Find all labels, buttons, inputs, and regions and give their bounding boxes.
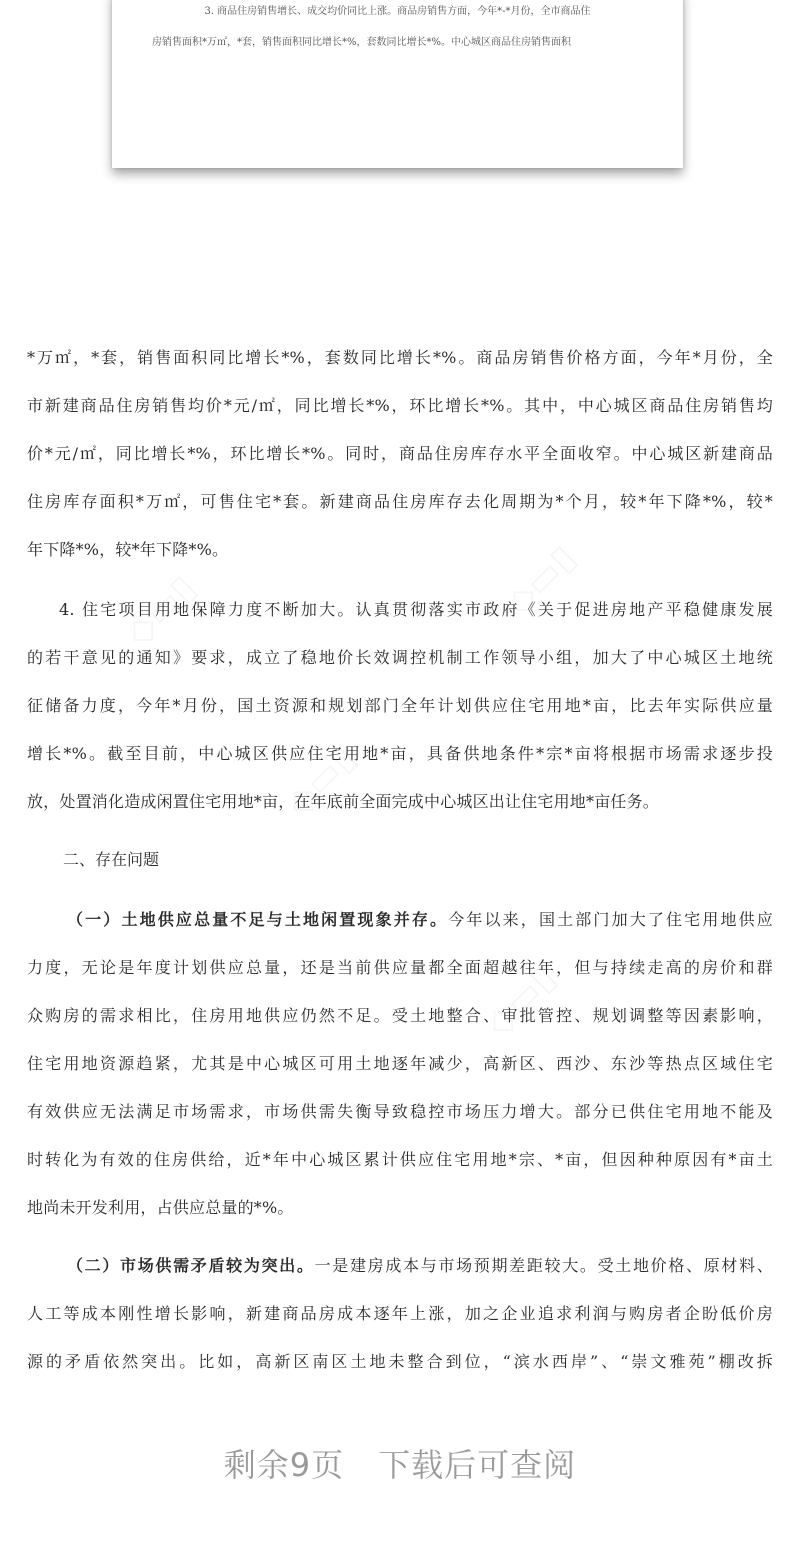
text-line: 力度，无论是年度计划供应总量，还是当前供应量都全面超越往年，但与持续走高的房价和群 [27, 958, 773, 977]
text-line: 众购房的需求相比，住房用地供应仍然不足。受土地整合、审批管控、规划调整等因素影响， [27, 1006, 773, 1025]
text-line: 住房库存面积*万㎡，可售住宅*套。新建商品住房库存去化周期为*个月，较*年下降*%，较* [27, 492, 773, 511]
preview-line-1: 3. 商品住房销售增长、成交均价同比上涨。商品房销售方面，今年*-*月份，全市商品住 [204, 6, 591, 17]
text-line: 市新建商品住房销售均价*元/㎡，同比增长*%，环比增长*%。其中，中心城区商品住房销售均 [27, 396, 773, 415]
text-line: 的若干意见的通知》要求，成立了稳地价长效调控机制工作领导小组，加大了中心城区土地统 [27, 648, 773, 667]
text-line: 有效供应无法满足市场需求，市场供需失衡导致稳控市场压力增大。部分已供住宅用地不能及 [27, 1102, 773, 1121]
text-fragment: 一是建房成本与市场预期差距较大。受土地价格、原材料、 [314, 1256, 773, 1275]
section-heading: 二、存在问题 [63, 850, 160, 869]
text-line: 4. 住宅项目用地保障力度不断加大。认真贯彻落实市政府《关于促进房地产平稳健康发展 [59, 600, 773, 619]
text-line: 增长*%。截至目前，中心城区供应住宅用地*亩，具备供地条件*宗*亩将根据市场需求逐步投 [27, 744, 773, 763]
text-line: 人工等成本刚性增长影响，新建商品房成本逐年上涨，加之企业追求利润与购房者企盼低价房 [27, 1304, 773, 1323]
text-line: 年下降*%，较*年下降*%。 [27, 540, 229, 559]
paragraph-land-guarantee [27, 586, 773, 826]
paragraph-market-conflict [27, 1242, 773, 1386]
text-line: *万㎡，*套，销售面积同比增长*%，套数同比增长*%。商品房销售价格方面，今年*月份，全 [27, 348, 773, 367]
text-line: 源的矛盾依然突出。比如，高新区南区土地未整合到位，“滨水西岸”、“崇文雅苑”棚改拆 [27, 1352, 773, 1371]
document-preview-card [112, 0, 683, 168]
text-line: 价*元/㎡，同比增长*%，环比增长*%。同时，商品住房库存水平全面收窄。中心城区新建商品 [27, 444, 773, 463]
text-line: 征储备力度，今年*月份，国土资源和规划部门全年计划供应住宅用地*亩，比去年实际供应量 [27, 696, 773, 715]
text-line: 住宅用地资源趋紧，尤其是中心城区可用土地逐年减少，高新区、西沙、东沙等热点区域住宅 [27, 1054, 773, 1073]
paragraph-land-supply [27, 896, 773, 1232]
remaining-pages-text: 剩余9页 [223, 1446, 345, 1484]
download-prompt[interactable] [0, 1440, 800, 1486]
paragraph-sales [27, 334, 773, 574]
preview-line-2: 房销售面积*万㎡，*套，销售面积同比增长*%，套数同比增长*%。中心城区商品住房销售面积 [152, 37, 572, 48]
text-line [27, 1242, 773, 1290]
download-to-view-text: 下载后可查阅 [378, 1446, 577, 1484]
text-line [27, 896, 773, 944]
text-line: 时转化为有效的住房供给，近*年中心城区累计供应住宅用地*宗、*亩，但因种种原因有*亩土 [27, 1150, 773, 1169]
paragraph-lead: （二）市场供需矛盾较为突出。 [67, 1256, 315, 1275]
paragraph-lead: （一）土地供应总量不足与土地闲置现象并存。 [67, 910, 449, 929]
text-line: 地尚未开发利用，占供应总量的*%。 [27, 1198, 294, 1217]
text-line: 放，处置消化造成闲置住宅用地*亩，在年底前全面完成中心城区出让住宅用地*亩任务。 [27, 792, 660, 811]
text-fragment: 今年以来，国土部门加大了住宅用地供应 [448, 910, 773, 929]
